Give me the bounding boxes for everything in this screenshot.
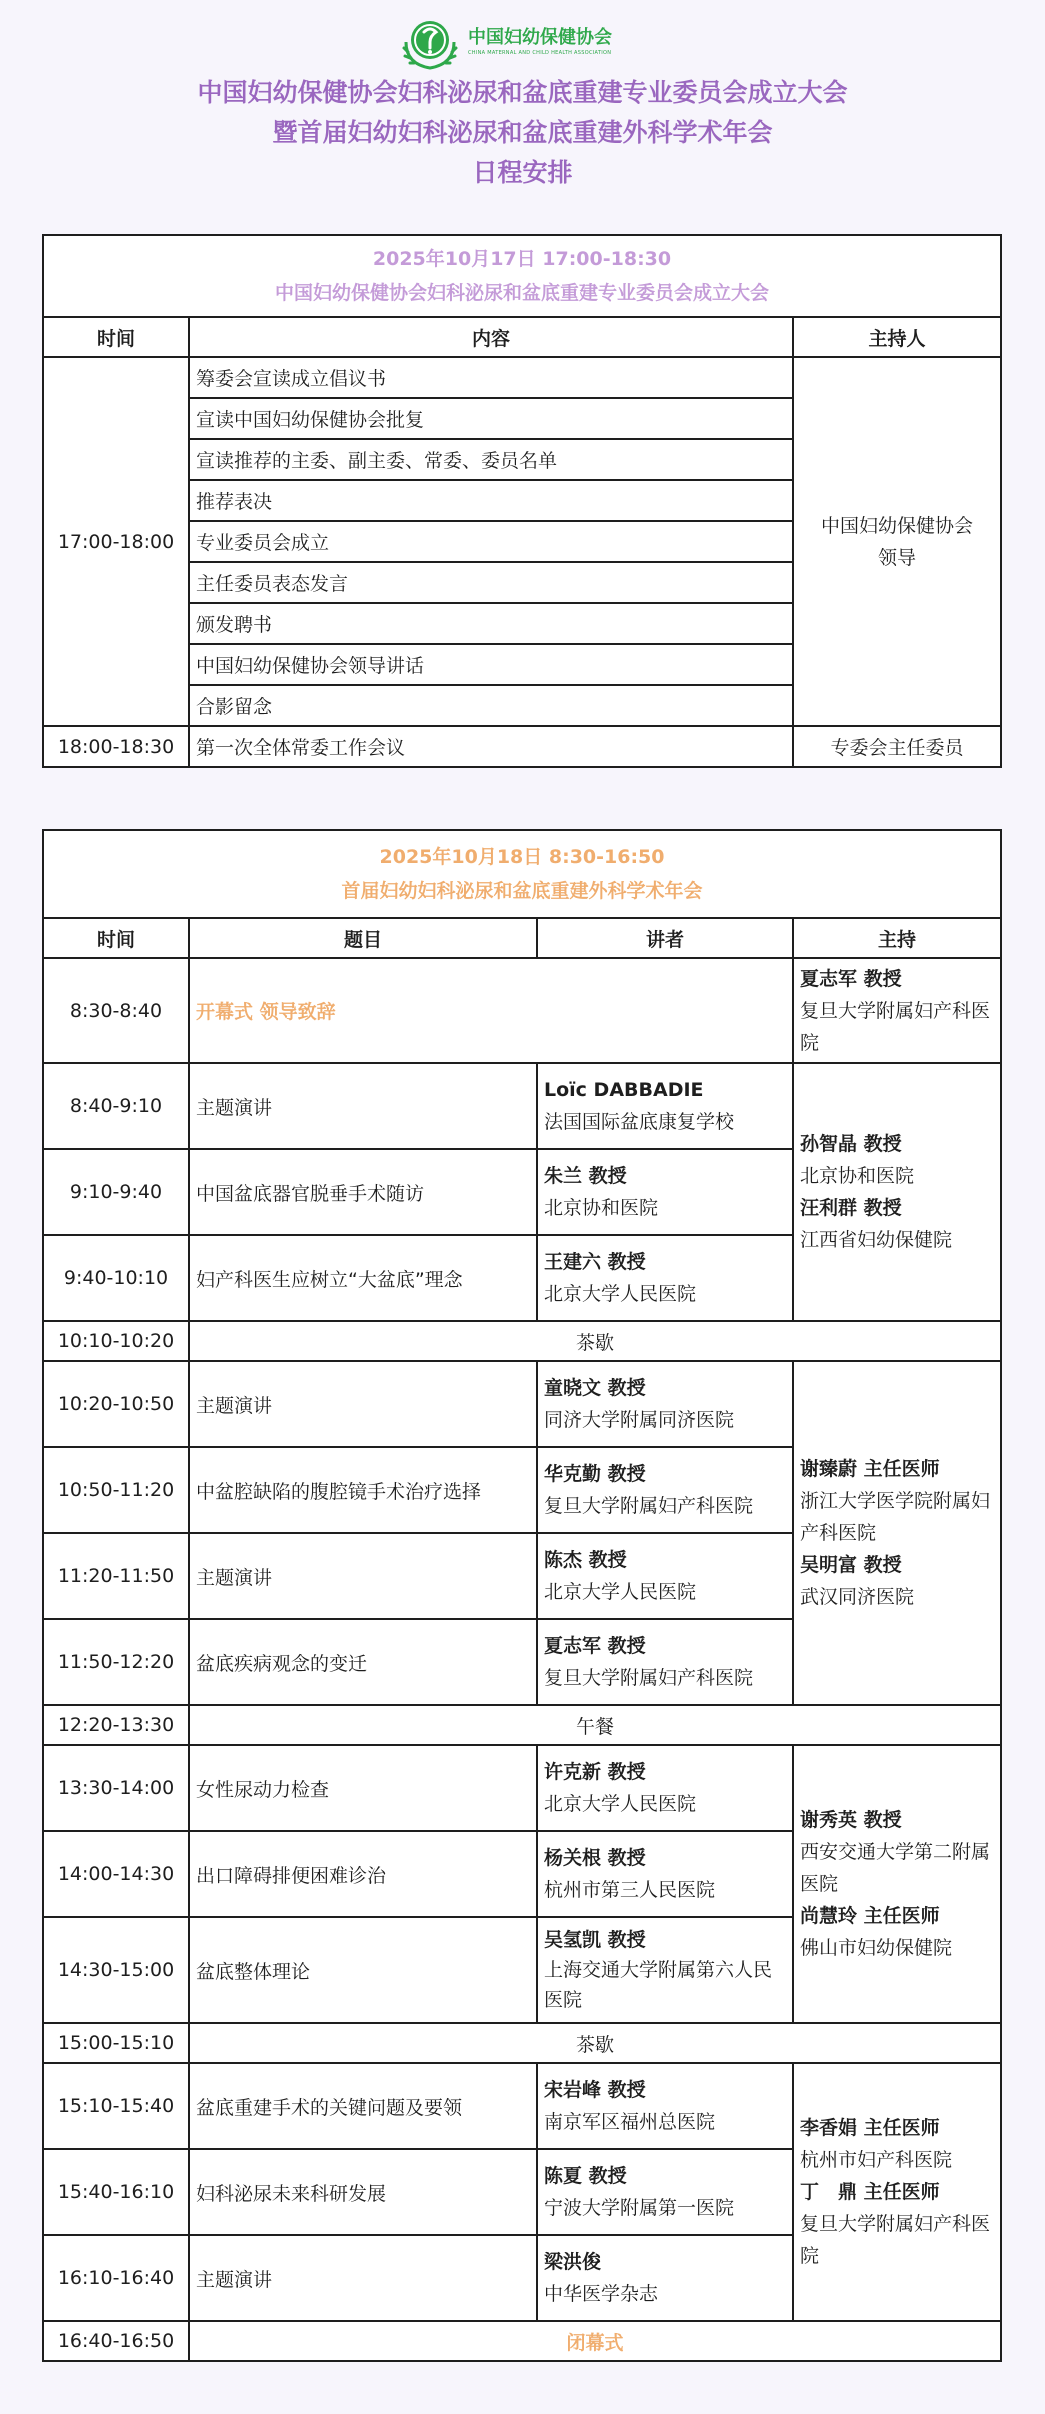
time-cell: 8:40-9:10 xyxy=(43,1063,189,1149)
speaker-org: 北京大学人民医院 xyxy=(544,1283,697,1305)
col-header-time: 时间 xyxy=(43,918,189,958)
time-cell: 10:10-10:20 xyxy=(43,1321,189,1361)
content-item: 第一次全体常委工作会议 xyxy=(189,726,793,767)
col-header-topic: 题目 xyxy=(189,918,537,958)
host-org: 复旦大学附属妇产科医院 xyxy=(800,999,991,1054)
host-org: 西安交通大学第二附属医院 xyxy=(800,1841,991,1895)
time-cell: 14:00-14:30 xyxy=(43,1831,189,1917)
speaker-org: 北京协和医院 xyxy=(544,1197,659,1219)
speaker-org: 南京军区福州总医院 xyxy=(544,2111,716,2133)
day1-date: 2025年10月17日 17:00-18:30 xyxy=(372,248,672,270)
host-cell: 专委会主任委员 xyxy=(793,726,1001,767)
speaker-org: 上海交通大学附属第六人民医院 xyxy=(544,1959,773,2011)
speaker-name: 许克新 教授 xyxy=(544,1761,646,1783)
speaker-cell xyxy=(537,1745,793,1831)
schedule-table-day1 xyxy=(42,234,1002,768)
time-cell: 16:40-16:50 xyxy=(43,2321,189,2361)
speaker-org: 北京大学人民医院 xyxy=(544,1793,697,1815)
content-item: 颁发聘书 xyxy=(189,603,793,644)
time-cell: 14:30-15:00 xyxy=(43,1917,189,2023)
speaker-cell xyxy=(537,1447,793,1533)
schedule-table-day2 xyxy=(42,829,1002,2362)
speaker-cell xyxy=(537,1063,793,1149)
day2-caption xyxy=(43,830,1001,918)
speaker-cell xyxy=(537,2235,793,2321)
lunch-break: 午餐 xyxy=(189,1705,1001,1745)
time-cell: 10:20-10:50 xyxy=(43,1361,189,1447)
topic-cell: 妇产科医生应树立“大盆底”理念 xyxy=(189,1235,537,1321)
topic-cell: 盆底重建手术的关键问题及要领 xyxy=(189,2063,537,2149)
speaker-cell xyxy=(537,1361,793,1447)
speaker-org: 宁波大学附属第一医院 xyxy=(544,2197,735,2219)
time-cell: 11:50-12:20 xyxy=(43,1619,189,1705)
speaker-name: 童晓文 教授 xyxy=(544,1377,646,1399)
speaker-name: 梁洪俊 xyxy=(544,2251,602,2273)
speaker-org: 复旦大学附属妇产科医院 xyxy=(544,1667,754,1689)
time-cell: 11:20-11:50 xyxy=(43,1533,189,1619)
topic-cell: 盆底整体理论 xyxy=(189,1917,537,2023)
topic-cell: 妇科泌尿未来科研发展 xyxy=(189,2149,537,2235)
host-org: 江西省妇幼保健院 xyxy=(800,1229,953,1251)
host-org: 佛山市妇幼保健院 xyxy=(800,1937,953,1959)
speaker-cell xyxy=(537,1917,793,2023)
speaker-org: 法国国际盆底康复学校 xyxy=(544,1111,735,1133)
col-header-content: 内容 xyxy=(189,317,793,357)
logo-name-cn: 中国妇幼保健协会 xyxy=(468,27,612,48)
speaker-org: 杭州市第三人民医院 xyxy=(544,1879,716,1901)
content-item: 合影留念 xyxy=(189,685,793,726)
speaker-name: Loïc DABBADIE xyxy=(544,1079,704,1101)
tea-break: 茶歇 xyxy=(189,1321,1001,1361)
day1-title: 中国妇幼保健协会妇科泌尿和盆底重建专业委员会成立大会 xyxy=(275,282,770,304)
page-title-line3: 日程安排 xyxy=(472,158,573,187)
host-line2: 领导 xyxy=(878,546,917,569)
topic-cell: 女性尿动力检查 xyxy=(189,1745,537,1831)
host-cell xyxy=(793,1063,1001,1321)
speaker-org: 同济大学附属同济医院 xyxy=(544,1409,735,1431)
time-cell: 15:10-15:40 xyxy=(43,2063,189,2149)
closing-ceremony xyxy=(189,2321,1001,2361)
host-cell xyxy=(793,1745,1001,2023)
speaker-org: 复旦大学附属妇产科医院 xyxy=(544,1495,754,1517)
time-cell: 15:40-16:10 xyxy=(43,2149,189,2235)
content-item: 宣读推荐的主委、副主委、常委、委员名单 xyxy=(189,439,793,480)
speaker-name: 陈夏 教授 xyxy=(544,2165,627,2187)
speaker-name: 华克勤 教授 xyxy=(544,1463,646,1485)
logo-name-en: CHINA MATERNAL AND CHILD HEALTH ASSOCIATION xyxy=(468,50,612,56)
topic-cell: 主题演讲 xyxy=(189,1533,537,1619)
tea-break: 茶歇 xyxy=(189,2023,1001,2063)
speaker-name: 宋岩峰 教授 xyxy=(544,2079,646,2101)
association-logo xyxy=(398,12,612,72)
host-name: 丁 鼎 主任医师 xyxy=(800,2181,940,2203)
content-item: 专业委员会成立 xyxy=(189,521,793,562)
topic-cell: 盆底疾病观念的变迁 xyxy=(189,1619,537,1705)
host-name: 尚慧玲 主任医师 xyxy=(800,1905,940,1927)
host-name: 吴明富 教授 xyxy=(800,1554,902,1576)
host-cell xyxy=(793,958,1001,1063)
speaker-org: 中华医学杂志 xyxy=(544,2283,659,2305)
host-org: 浙江大学医学院附属妇产科医院 xyxy=(800,1490,991,1544)
time-cell: 8:30-8:40 xyxy=(43,958,189,1063)
content-item: 宣读中国妇幼保健协会批复 xyxy=(189,398,793,439)
host-org: 北京协和医院 xyxy=(800,1165,915,1187)
speaker-name: 吴氢凯 教授 xyxy=(544,1929,646,1951)
time-cell: 9:40-10:10 xyxy=(43,1235,189,1321)
time-cell: 16:10-16:40 xyxy=(43,2235,189,2321)
time-cell: 10:50-11:20 xyxy=(43,1447,189,1533)
time-cell: 15:00-15:10 xyxy=(43,2023,189,2063)
topic-cell: 主题演讲 xyxy=(189,2235,537,2321)
speaker-cell xyxy=(537,1235,793,1321)
day2-title: 首届妇幼妇科泌尿和盆底重建外科学术年会 xyxy=(341,880,703,902)
speaker-cell xyxy=(537,1533,793,1619)
col-header-time: 时间 xyxy=(43,317,189,357)
content-item: 主任委员表态发言 xyxy=(189,562,793,603)
col-header-speaker: 讲者 xyxy=(537,918,793,958)
speaker-cell xyxy=(537,1831,793,1917)
speaker-cell xyxy=(537,1149,793,1235)
opening-label: 开幕式 领导致辞 xyxy=(196,1001,336,1023)
content-item: 筹委会宣读成立倡议书 xyxy=(189,357,793,398)
opening-ceremony xyxy=(189,958,793,1063)
speaker-name: 王建六 教授 xyxy=(544,1251,646,1273)
topic-cell: 出口障碍排便困难诊治 xyxy=(189,1831,537,1917)
content-item: 中国妇幼保健协会领导讲话 xyxy=(189,644,793,685)
host-name: 汪利群 教授 xyxy=(800,1197,902,1219)
day1-caption xyxy=(43,235,1001,317)
topic-cell: 中国盆底器官脱垂手术随访 xyxy=(189,1149,537,1235)
host-name: 谢秀英 教授 xyxy=(800,1809,902,1831)
speaker-name: 朱兰 教授 xyxy=(544,1165,627,1187)
time-cell: 12:20-13:30 xyxy=(43,1705,189,1745)
topic-cell: 主题演讲 xyxy=(189,1063,537,1149)
col-header-host: 主持人 xyxy=(793,317,1001,357)
speaker-cell xyxy=(537,2149,793,2235)
speaker-name: 陈杰 教授 xyxy=(544,1549,627,1571)
logo-emblem-icon xyxy=(398,12,462,72)
topic-cell: 主题演讲 xyxy=(189,1361,537,1447)
speaker-cell xyxy=(537,2063,793,2149)
time-cell: 18:00-18:30 xyxy=(43,726,189,767)
page-title-line1: 中国妇幼保健协会妇科泌尿和盆底重建专业委员会成立大会 xyxy=(197,78,848,107)
host-name: 谢臻蔚 主任医师 xyxy=(800,1458,940,1480)
col-header-host: 主持 xyxy=(793,918,1001,958)
host-org: 武汉同济医院 xyxy=(800,1586,915,1608)
topic-cell: 中盆腔缺陷的腹腔镜手术治疗选择 xyxy=(189,1447,537,1533)
page-title-line2: 暨首届妇幼妇科泌尿和盆底重建外科学术年会 xyxy=(272,118,773,147)
speaker-org: 北京大学人民医院 xyxy=(544,1581,697,1603)
host-name: 夏志军 教授 xyxy=(800,967,902,990)
speaker-cell xyxy=(537,1619,793,1705)
closing-label: 闭幕式 xyxy=(566,2331,624,2354)
time-cell: 13:30-14:00 xyxy=(43,1745,189,1831)
host-org: 杭州市妇产科医院 xyxy=(800,2149,953,2171)
time-cell: 9:10-9:40 xyxy=(43,1149,189,1235)
speaker-name: 夏志军 教授 xyxy=(544,1635,646,1657)
host-org: 复旦大学附属妇产科医院 xyxy=(800,2213,991,2267)
host-cell xyxy=(793,2063,1001,2321)
time-cell: 17:00-18:00 xyxy=(43,357,189,726)
speaker-name: 杨关根 教授 xyxy=(544,1847,646,1869)
host-name: 李香娟 主任医师 xyxy=(800,2117,940,2139)
host-cell xyxy=(793,1361,1001,1705)
host-name: 孙智晶 教授 xyxy=(800,1133,902,1155)
day2-date: 2025年10月18日 8:30-16:50 xyxy=(379,846,665,868)
host-cell xyxy=(793,357,1001,726)
host-line1: 中国妇幼保健协会 xyxy=(821,514,974,537)
content-item: 推荐表决 xyxy=(189,480,793,521)
